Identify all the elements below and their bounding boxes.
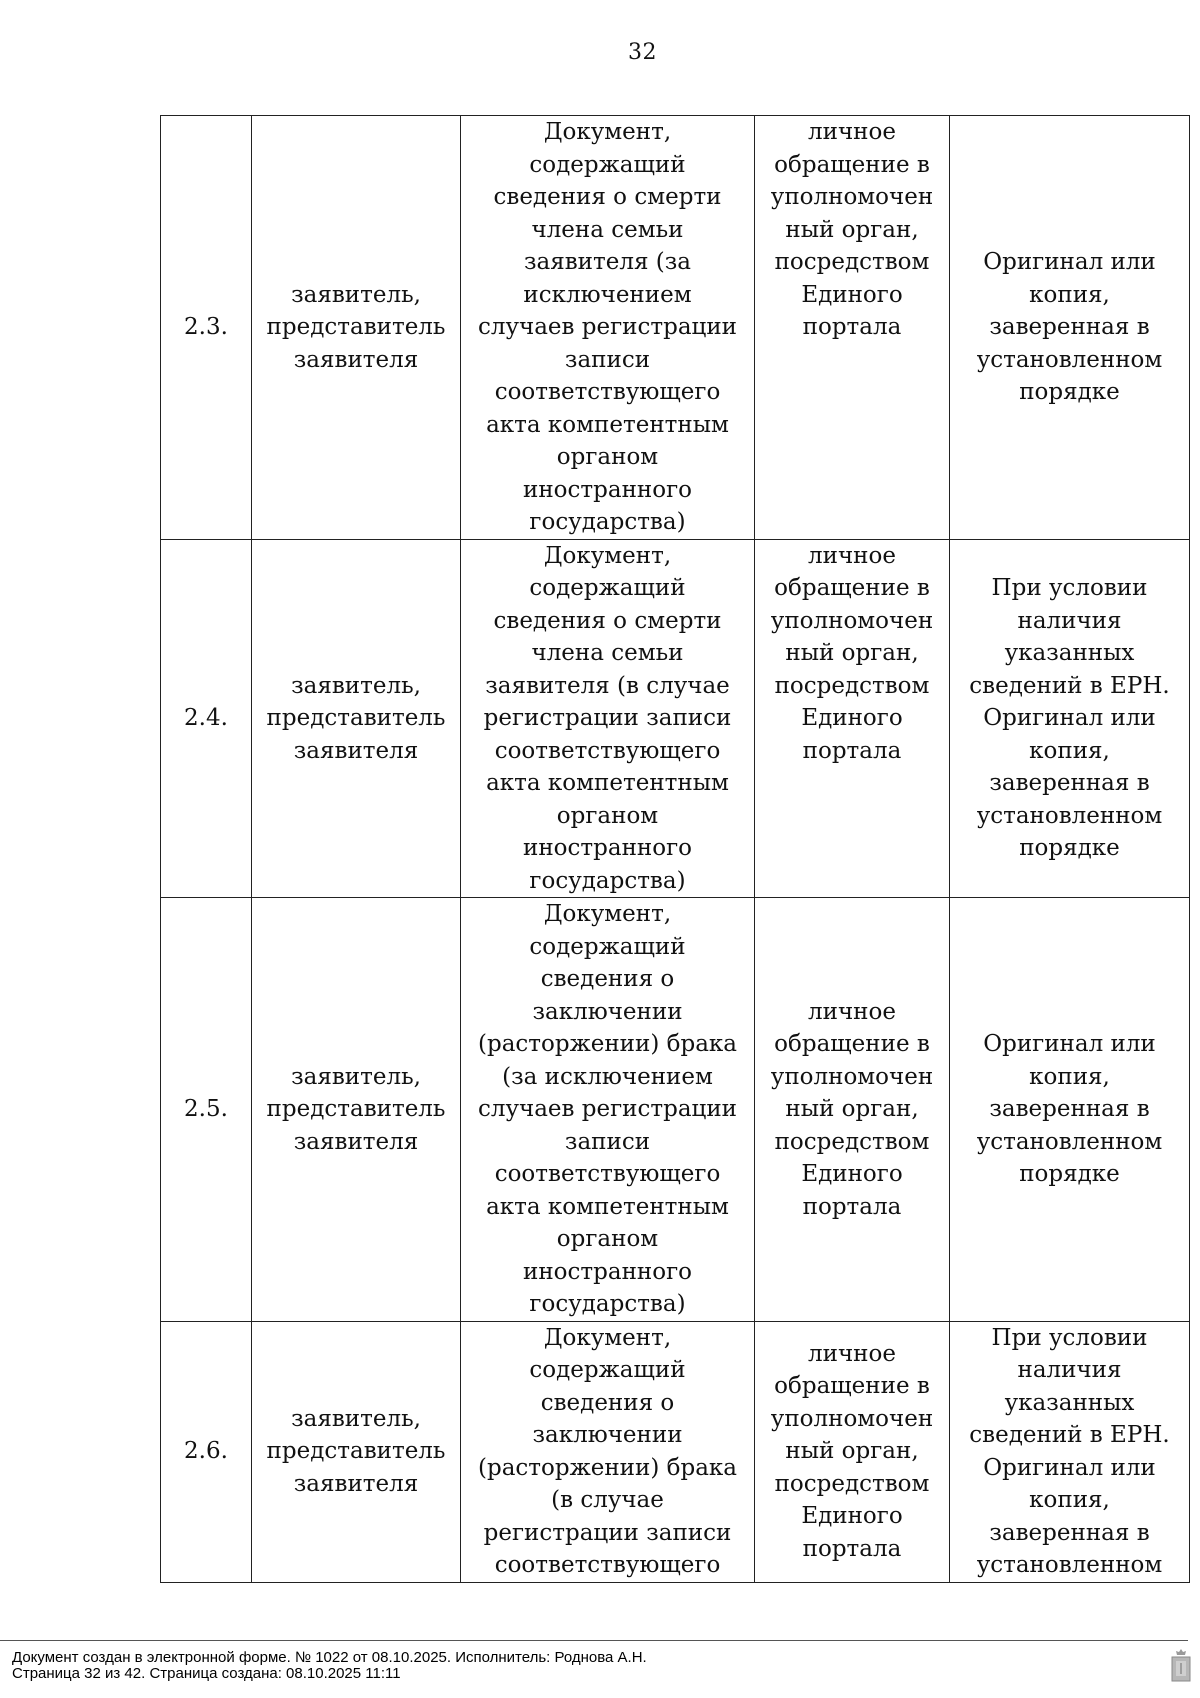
row-number: 2.3. xyxy=(184,314,228,340)
form-text: Оригинал или копия, заверенная в установленном порядке xyxy=(976,249,1163,405)
document-text: Документ, содержащий сведения о смерти члена семьи заявителя (за исключением случаев регистрации записи соответствующего акта компетентным органом иностранного государства) xyxy=(477,119,738,535)
document-cell xyxy=(461,116,755,540)
row-number: 2.4. xyxy=(184,705,228,731)
form-text: При условии наличия указанных сведений в ЕРН. Оригинал или копия, заверенная в установленном порядке xyxy=(969,575,1170,861)
method-cell xyxy=(755,1321,950,1582)
document-text: Документ, содержащий сведения о смерти члена семьи заявителя (в случае регистрации записи соответствующего акта компетентным органом иностранного государства) xyxy=(483,542,732,894)
method-text: личное обращение в уполномочен ный орган, посредством Единого портала xyxy=(770,998,934,1220)
form-cell xyxy=(950,116,1190,540)
footer-divider xyxy=(0,1640,1188,1641)
table-row xyxy=(161,898,1190,1322)
applicant-text: заявитель, представитель заявителя xyxy=(266,1063,446,1155)
method-text: личное обращение в уполномочен ный орган, посредством Единого портала xyxy=(770,542,934,764)
footer-document-info: Документ создан в электронной форме. № 1022 от 08.10.2025. Исполнитель: Роднова А.Н. xyxy=(12,1649,647,1666)
applicant-cell xyxy=(252,116,461,540)
form-text: Оригинал или копия, заверенная в установленном порядке xyxy=(976,1031,1163,1187)
row-number-cell xyxy=(161,898,252,1322)
method-cell xyxy=(755,539,950,898)
table-row xyxy=(161,116,1190,540)
document-text: Документ, содержащий сведения о заключении (расторжении) брака (за исключением случаев регистрации записи соответствующего акта компетентным органом иностранного государства) xyxy=(477,901,738,1317)
table-row xyxy=(161,1321,1190,1582)
applicant-cell xyxy=(252,1321,461,1582)
row-number-cell xyxy=(161,116,252,540)
form-cell xyxy=(950,898,1190,1322)
document-cell xyxy=(461,898,755,1322)
table-row xyxy=(161,539,1190,898)
row-number-cell xyxy=(161,1321,252,1582)
applicant-cell xyxy=(252,898,461,1322)
applicant-cell xyxy=(252,539,461,898)
method-text: личное обращение в уполномочен ный орган, посредством Единого портала xyxy=(770,119,934,340)
coat-of-arms-icon xyxy=(1170,1648,1192,1682)
applicant-text: заявитель, представитель заявителя xyxy=(266,1405,446,1497)
method-cell xyxy=(755,898,950,1322)
applicant-text: заявитель, представитель заявителя xyxy=(266,672,446,764)
footer-page-info: Страница 32 из 42. Страница создана: 08.10.2025 11:11 xyxy=(12,1665,401,1682)
form-cell xyxy=(950,1321,1190,1582)
documents-table xyxy=(160,115,1190,1583)
applicant-text: заявитель, представитель заявителя xyxy=(266,281,446,373)
page-number: 32 xyxy=(628,40,657,65)
form-cell xyxy=(950,539,1190,898)
row-number-cell xyxy=(161,539,252,898)
document-cell xyxy=(461,539,755,898)
method-text: личное обращение в уполномочен ный орган, посредством Единого портала xyxy=(770,1340,934,1562)
method-cell xyxy=(755,116,950,540)
row-number: 2.5. xyxy=(184,1096,228,1122)
row-number: 2.6. xyxy=(184,1438,228,1465)
form-text: При условии наличия указанных сведений в ЕРН. Оригинал или копия, заверенная в установленном xyxy=(969,1324,1170,1578)
footer xyxy=(12,1650,647,1682)
document-cell xyxy=(461,1321,755,1582)
document-text: Документ, содержащий сведения о заключении (расторжении) брака (в случае регистрации записи соответствующего xyxy=(478,1324,737,1578)
